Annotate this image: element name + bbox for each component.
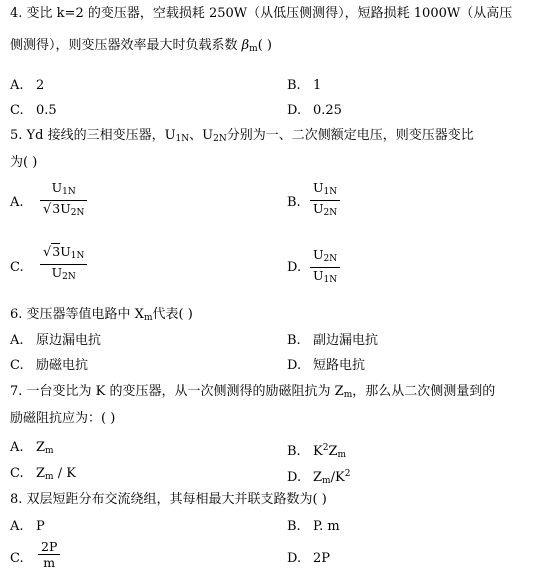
q8-option-c-fraction [38, 539, 60, 570]
fraction-denominator [40, 201, 87, 221]
numerator-sub: 1N [323, 187, 338, 197]
option-text: P. m [313, 519, 340, 534]
q7-stem-line1 [10, 384, 495, 403]
option-sub: m [45, 446, 54, 456]
fraction-numerator [40, 244, 87, 264]
u1n-subscript: 1N [175, 134, 190, 144]
option-label: A. [10, 333, 24, 348]
option-label: A. [10, 519, 24, 534]
numerator-sub: 2N [323, 254, 338, 264]
option-label: C. [10, 466, 24, 481]
numerator-u: U [51, 180, 63, 195]
q5-option-d-fraction [310, 247, 340, 288]
q5-stem-line2: 为( ) [10, 155, 38, 170]
q5-stem-text: 5. Yd 接线的三相变压器，U [10, 128, 176, 143]
denominator-u: U [60, 201, 71, 216]
numerator-sub: 1N [62, 187, 76, 197]
option-main: Z [36, 466, 46, 481]
q5-stem-text: 分别为一、二次侧额定电压，则变压器变比 [226, 128, 474, 143]
fraction-denominator [49, 265, 79, 285]
denominator-sub: 2N [62, 272, 76, 282]
denominator-sub: 2N [323, 208, 338, 218]
q5-option-a-fraction [40, 180, 87, 221]
q5-option-d-label: D. [287, 260, 302, 275]
q6-stem [10, 307, 193, 326]
option-post: / K [53, 466, 76, 481]
sqrt-radical [43, 201, 60, 217]
sqrt-radical [43, 244, 60, 260]
zm-subscript: m [343, 390, 353, 400]
option-text: 0.5 [36, 103, 57, 118]
q5-option-b-fraction [310, 180, 340, 221]
option-text: 原边漏电抗 [36, 333, 102, 348]
option-label: A. [10, 78, 24, 93]
q6-stem-text: 6. 变压器等值电路中 X [10, 307, 144, 322]
q8-stem: 8. 双层短距分布交流绕组，其每相最大并联支路数为( ) [10, 492, 327, 507]
denominator-sub: 2N [70, 208, 85, 218]
fraction-numerator [310, 180, 340, 200]
fraction-denominator [310, 268, 340, 288]
option-label: D. [287, 103, 302, 118]
option-label: C. [10, 103, 24, 118]
fraction-denominator: m [43, 555, 56, 570]
numerator-sub: 1N [70, 251, 85, 261]
q5-option-a-label: A. [10, 195, 24, 210]
q5-option-c-fraction [40, 244, 87, 285]
fraction-numerator: 2P [41, 539, 58, 554]
option-label: D. [287, 470, 302, 485]
option-sup: 2 [344, 469, 351, 479]
option-text: P [36, 519, 45, 534]
option-text: 励磁电抗 [36, 358, 89, 373]
q4-stem-line2 [10, 38, 272, 57]
q4-stem-line1: 4. 变比 k=2 的变压器，空载损耗 250W（从低压侧测得），短路损耗 1000W（从高压 [10, 6, 513, 21]
q5-stem-text: 、U [189, 128, 214, 143]
fraction-denominator [310, 201, 340, 221]
sqrt-icon: √ [43, 202, 52, 217]
option-sub: m [322, 476, 331, 486]
beta-symbol: β [241, 38, 250, 53]
q7-stem-line2: 励磁阻抗应为：( ) [10, 411, 116, 426]
option-sub: m [337, 450, 347, 460]
option-main: Z [313, 470, 323, 485]
fraction-numerator [49, 180, 79, 200]
q4-option-a [10, 78, 44, 94]
option-text: 短路电抗 [313, 358, 366, 373]
option-pre: K [313, 444, 323, 459]
q7-stem-text: 7. 一台变比为 K 的变压器，从一次侧测得的励磁阻抗为 Z [10, 384, 344, 399]
denominator-u: U [51, 265, 63, 280]
q6-option-d [287, 358, 365, 374]
q7-option-a [10, 440, 54, 459]
option-label: D. [287, 551, 302, 566]
beta-subscript: m [249, 44, 258, 54]
option-label: B. [287, 519, 301, 534]
option-label: D. [287, 358, 302, 373]
q7-stem-text: ，那么从二次侧测量到的 [352, 384, 496, 399]
fraction-numerator [310, 247, 340, 267]
option-label: A. [10, 440, 24, 455]
xm-subscript: m [143, 313, 153, 323]
option-label: C. [10, 358, 24, 373]
q4-blank: ( ) [257, 38, 272, 53]
option-label: B. [287, 78, 301, 93]
numerator-u: U [313, 247, 324, 262]
sqrt-radicand: 3 [52, 244, 61, 259]
q6-option-a [10, 333, 101, 349]
q6-stem-text: 代表( ) [152, 307, 193, 322]
option-text: 0.25 [313, 103, 342, 118]
q8-option-d [287, 551, 330, 567]
q5-option-c-label: C. [10, 260, 24, 275]
option-sub: m [45, 472, 54, 482]
q5-option-b-label: B. [287, 195, 301, 210]
q8-option-b [287, 519, 340, 535]
q4-option-b [287, 78, 321, 94]
q7-option-d [287, 466, 350, 489]
numerator-u: U [60, 244, 71, 259]
option-main: Z [36, 440, 46, 455]
option-text: 2 [36, 78, 45, 93]
sqrt-icon: √ [43, 245, 52, 260]
q7-option-b [287, 440, 346, 463]
q5-stem-line1 [10, 128, 474, 147]
q6-option-b [287, 333, 378, 349]
q8-option-c-label: C. [10, 551, 24, 566]
u2n-subscript: 2N [213, 134, 227, 144]
option-text: 副边漏电抗 [313, 333, 379, 348]
option-sup: 2 [322, 443, 329, 453]
option-text: 1 [313, 78, 322, 93]
q7-option-c [10, 466, 76, 485]
denominator-u: U [313, 201, 324, 216]
numerator-u: U [313, 180, 324, 195]
sqrt-radicand: 3 [52, 201, 61, 216]
option-label: B. [287, 444, 301, 459]
denominator-u: U [313, 268, 324, 283]
q6-option-c [10, 358, 88, 374]
denominator-sub: 1N [323, 275, 338, 285]
q4-option-d [287, 103, 342, 119]
option-main: Z [328, 444, 338, 459]
option-post: /K [330, 470, 345, 485]
q8-option-a [10, 519, 45, 535]
q4-stem-text: 侧测得），则变压器效率最大时负载系数 [10, 38, 242, 53]
q4-option-c [10, 103, 57, 119]
option-label: B. [287, 333, 301, 348]
option-text: 2P [313, 551, 331, 566]
